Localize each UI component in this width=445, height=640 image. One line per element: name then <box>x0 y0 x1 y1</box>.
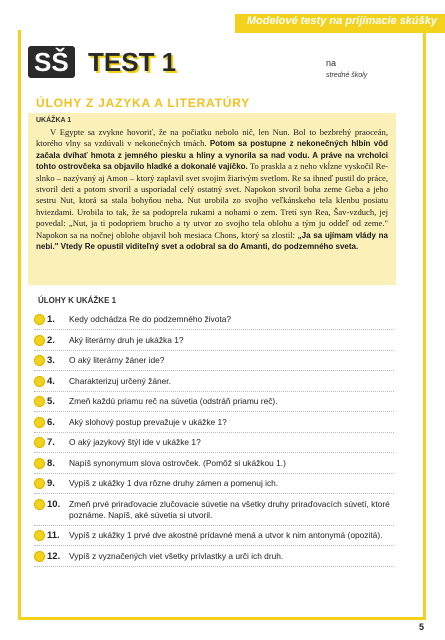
bullet-icon <box>34 551 45 562</box>
question-item <box>34 456 394 474</box>
subtitle-school: stredné školy <box>326 72 368 79</box>
question-item <box>34 476 394 494</box>
bullet-icon <box>34 376 45 387</box>
bullet-icon <box>34 458 45 469</box>
question-number: 6. <box>47 416 55 428</box>
bullet-icon <box>34 530 45 541</box>
question-number: 1. <box>47 314 55 325</box>
bullet-icon <box>34 417 45 428</box>
question-text: Kedy odchádza Re do podzemného života? <box>69 314 232 324</box>
question-text: Aký slohový postup prevažuje v ukážke 1? <box>69 416 227 427</box>
question-text: Aký literárny druh je ukážka 1? <box>69 334 184 345</box>
question-number: 8. <box>47 457 55 469</box>
excerpt-part-1: V Egypte sa zvykne hovoriť, že na počiatku nebolo nič, len Nun. Bol to bezbrehý praoceán, ktorého vlny sa vzdúvali v nekonečných tmách. <box>36 127 388 149</box>
excerpt-box <box>28 113 396 285</box>
question-item <box>34 549 394 567</box>
excerpt-label: UKÁŽKA 1 <box>36 117 72 124</box>
question-number: 2. <box>47 334 55 346</box>
bullet-icon <box>34 478 45 489</box>
level-badge: SŠ <box>28 46 75 78</box>
bullet-icon <box>34 335 45 346</box>
excerpt-bold-1: Potom sa postupne z nekonečných hlbín vôd začala dvíhať hmota z jemného piesku a hliny a vynorila sa nad vodu. A práve na vrcholci tohto ostrovčeka sa objavilo hladké a dokonalé vajíčko. <box>36 139 388 172</box>
question-item <box>34 435 394 453</box>
question-item <box>34 394 394 412</box>
subtitle-na: na <box>326 58 337 68</box>
question-text: Zmeň prvé priraďovacie zlučovacie súvetie na všetky druhy priraďovacích súvetí, ktoré poznáme. Napíš, aké súvetia si utvoril. <box>69 498 390 520</box>
question-number: 10. <box>47 498 61 510</box>
question-text: Vypíš z ukážky 1 prvé dve akostné prídavné mená a utvor k nim antonymá (opozitá). <box>69 530 383 540</box>
question-number: 9. <box>47 478 55 489</box>
question-text: Zmeň každú priamu reč na súvetia (odstráň priamu reč). <box>69 396 278 406</box>
question-number: 12. <box>47 550 61 562</box>
question-item <box>34 497 394 526</box>
bullet-icon <box>34 499 45 510</box>
excerpt-text <box>36 127 388 252</box>
excerpt-bold-2: „Ja sa ujímam vlády na nebi." Vtedy Re opustil viditeľný svet a odobral sa do Amanti, do podzemného sveta. <box>36 230 388 252</box>
question-text: O aký literárny žáner ide? <box>69 355 165 365</box>
questions-heading: ÚLOHY K UKÁŽKE 1 <box>38 296 117 305</box>
question-number: 7. <box>47 437 55 448</box>
question-item <box>34 415 394 433</box>
question-item <box>34 312 394 330</box>
page-number: 5 <box>419 622 425 632</box>
excerpt-part-2: To praskla a z neho vkĺzne vyskočil Re-slnko – nazývaný aj Amon – ktorý zaplavil svet svojim žiarivým svetlom. Re sa ihneď pustil do práce, stvoril deti a potom stvoril a usporiadal celý ostatný svet. Napokon stvoril boha zeme Geba a jeho sestru Nut, ktorá sa stala bohyňou neba. Nut urobila zo svojho veľkánskeho tela klenbu posiatu hviezdami. Urobila to tak, že sa podoprela rukami a nohami o zem. Tretí syn Rea, Šav-vzduch, jej povedal: „Nut, ja ti podopriem brucho a ty utvor zo svojho tela oblohu a tým ju oddeľ od zeme." Napokon sa na nočnej oblohe objavil boh mesiaca Chons, ktorý sa zlostil: <box>36 161 388 240</box>
question-item <box>34 353 394 371</box>
question-text: Vypíš z vyznačených viet všetky prívlastky a urči ich druh. <box>69 550 284 561</box>
questions-list <box>34 312 394 569</box>
question-text: Napíš synonymum slova ostrovček. (Pomôž si ukážkou 1.) <box>69 457 286 468</box>
bullet-icon <box>34 314 45 325</box>
header-title: Modelové testy na prijímacie skúšky <box>246 15 437 27</box>
question-item <box>34 374 394 392</box>
question-text: O aký jazykový štýl ide v ukážke 1? <box>69 437 201 447</box>
test-title: TEST 1 <box>88 47 177 77</box>
question-number: 5. <box>47 396 55 407</box>
question-number: 11. <box>47 530 60 541</box>
section-title: ÚLOHY Z JAZYKA A LITERATÚRY <box>36 96 251 110</box>
question-item <box>34 333 394 351</box>
question-number: 4. <box>47 375 55 387</box>
question-text: Charakterizuj určený žáner. <box>69 375 171 386</box>
bullet-icon <box>34 396 45 407</box>
bullet-icon <box>34 355 45 366</box>
question-item <box>34 528 394 546</box>
question-text: Vypíš z ukážky 1 dva rôzne druhy zámen a pomenuj ich. <box>69 478 279 488</box>
bullet-icon <box>34 437 45 448</box>
question-number: 3. <box>47 355 55 366</box>
